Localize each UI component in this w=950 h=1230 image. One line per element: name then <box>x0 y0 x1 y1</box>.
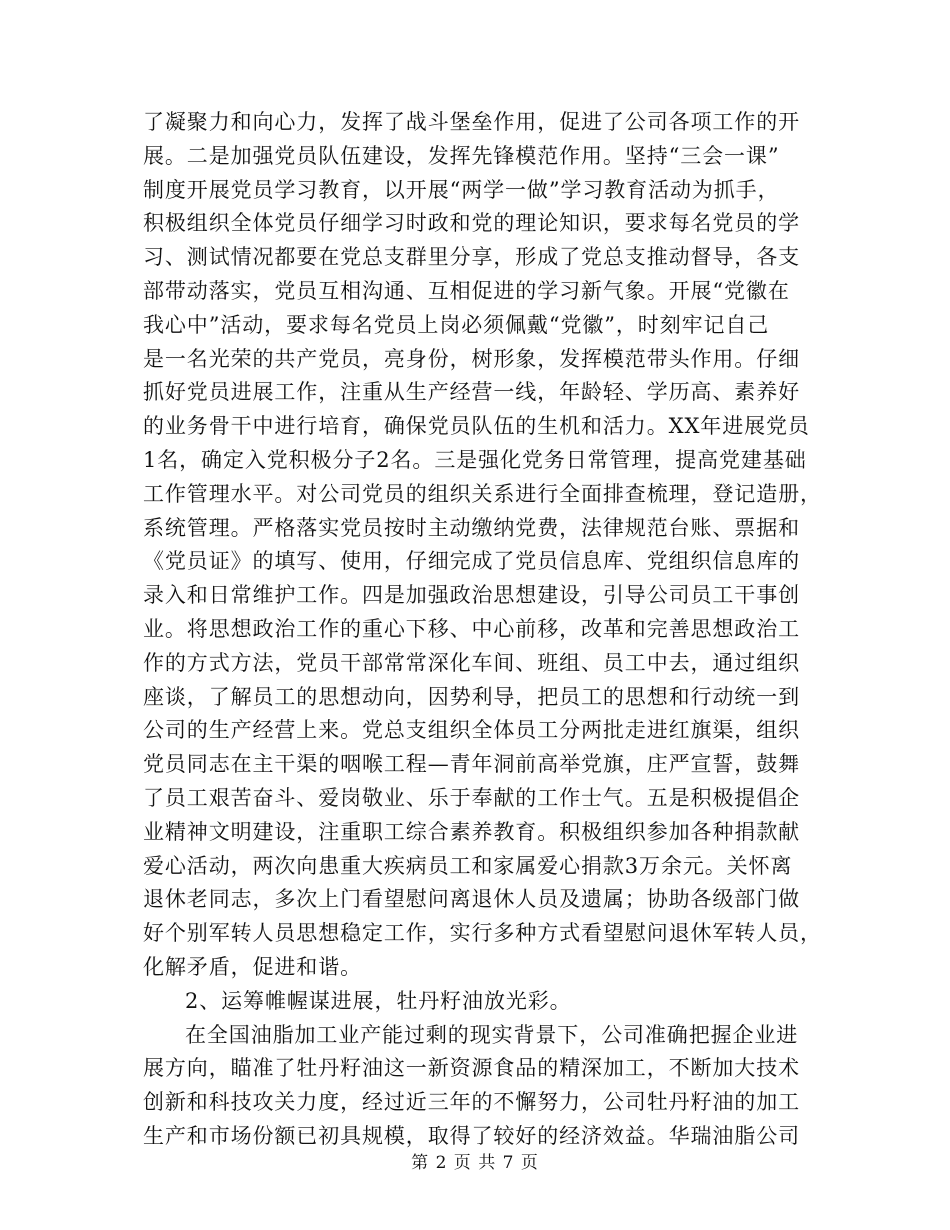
text-line: 业精神文明建设，注重职工综合素养教育。积极组织参加各种捐款献 <box>143 819 800 844</box>
text-line: 我心中”活动，要求每名党员上岗必须佩戴“党徽”，时刻牢记自己 <box>143 312 770 337</box>
text-line: 展方向，瞄准了牡丹籽油这一新资源食品的精深加工，不断加大技术 <box>143 1056 800 1081</box>
text-line: 了员工艰苦奋斗、爱岗敬业、乐于奉献的工作士气。五是积极提倡企 <box>143 785 800 810</box>
document-body <box>143 106 822 1154</box>
text-line: 部带动落实，党员互相沟通、互相促进的学习新气象。开展“党徽在 <box>143 278 790 303</box>
text-line: 《党员证》的填写、使用，仔细完成了党员信息库、党组织信息库的 <box>143 549 800 574</box>
text-line: 好个别军转人员思想稳定工作，实行多种方式看望慰问退休军转人员， <box>143 921 822 946</box>
text-line: 生产和市场份额已初具规模，取得了较好的经济效益。华瑞油脂公司 <box>143 1123 800 1148</box>
text-line: 公司的生产经营上来。党总支组织全体员工分两批走进红旗渠，组织 <box>143 718 800 743</box>
section-heading: 2、运筹帷幄谋进展，牡丹籽油放光彩。 <box>185 988 572 1013</box>
text-line: 了凝聚力和向心力，发挥了战斗堡垒作用，促进了公司各项工作的开 <box>143 110 800 134</box>
text-line: 1名，确定入党积极分子2名。三是强化党务日常管理，提高党建基础 <box>143 447 807 472</box>
page-number-footer: 第 2 页 共 7 页 <box>411 1153 539 1173</box>
text-line: 工作管理水平。对公司党员的组织关系进行全面排查梳理，登记造册， <box>143 481 822 506</box>
text-line: 作的方式方法，党员干部常常深化车间、班组、员工中去，通过组织 <box>143 650 800 675</box>
text-line: 创新和科技攻关力度，经过近三年的不懈努力，公司牡丹籽油的加工 <box>143 1090 800 1115</box>
text-line: 爱心活动，两次向患重大疾病员工和家属爱心捐款3万余元。关怀离 <box>143 853 793 878</box>
text-line: 业。将思想政治工作的重心下移、中心前移，改革和完善思想政治工 <box>143 616 800 641</box>
text-line: 积极组织全体党员仔细学习时政和党的理论知识，要求每名党员的学 <box>143 211 800 236</box>
text-line: 的业务骨干中进行培育，确保党员队伍的生机和活力。XX年进展党员 <box>143 414 810 439</box>
text-line: 制度开展党员学习教育，以开展“两学一做”学习教育活动为抓手， <box>143 177 780 202</box>
text-line: 展。二是加强党员队伍建设，发挥先锋模范作用。坚持“三会一课” <box>143 143 780 168</box>
text-line: 抓好党员进展工作，注重从生产经营一线，年龄轻、学历高、素养好 <box>143 380 800 405</box>
text-line: 座谈，了解员工的思想动向，因势利导，把员工的思想和行动统一到 <box>143 684 800 709</box>
text-line: 化解矛盾，促进和谐。 <box>143 954 362 979</box>
text-line: 党员同志在主干渠的咽喉工程—青年洞前高举党旗，庄严宣誓，鼓舞 <box>143 752 800 777</box>
text-line: 习、测试情况都要在党总支群里分享，形成了党总支推动督导，各支 <box>143 245 800 270</box>
text-line: 录入和日常维护工作。四是加强政治思想建设，引导公司员工干事创 <box>143 583 800 608</box>
text-line: 是一名光荣的共产党员，亮身份，树形象，发挥模范带头作用。仔细 <box>143 346 800 371</box>
text-line: 系统管理。严格落实党员按时主动缴纳党费，法律规范台账、票据和 <box>143 515 800 540</box>
text-line: 退休老同志，多次上门看望慰问离退休人员及遗属；协助各级部门做 <box>143 887 800 912</box>
paragraph-first-line: 在全国油脂加工业产能过剩的现实背景下，公司准确把握企业进 <box>185 1022 799 1047</box>
